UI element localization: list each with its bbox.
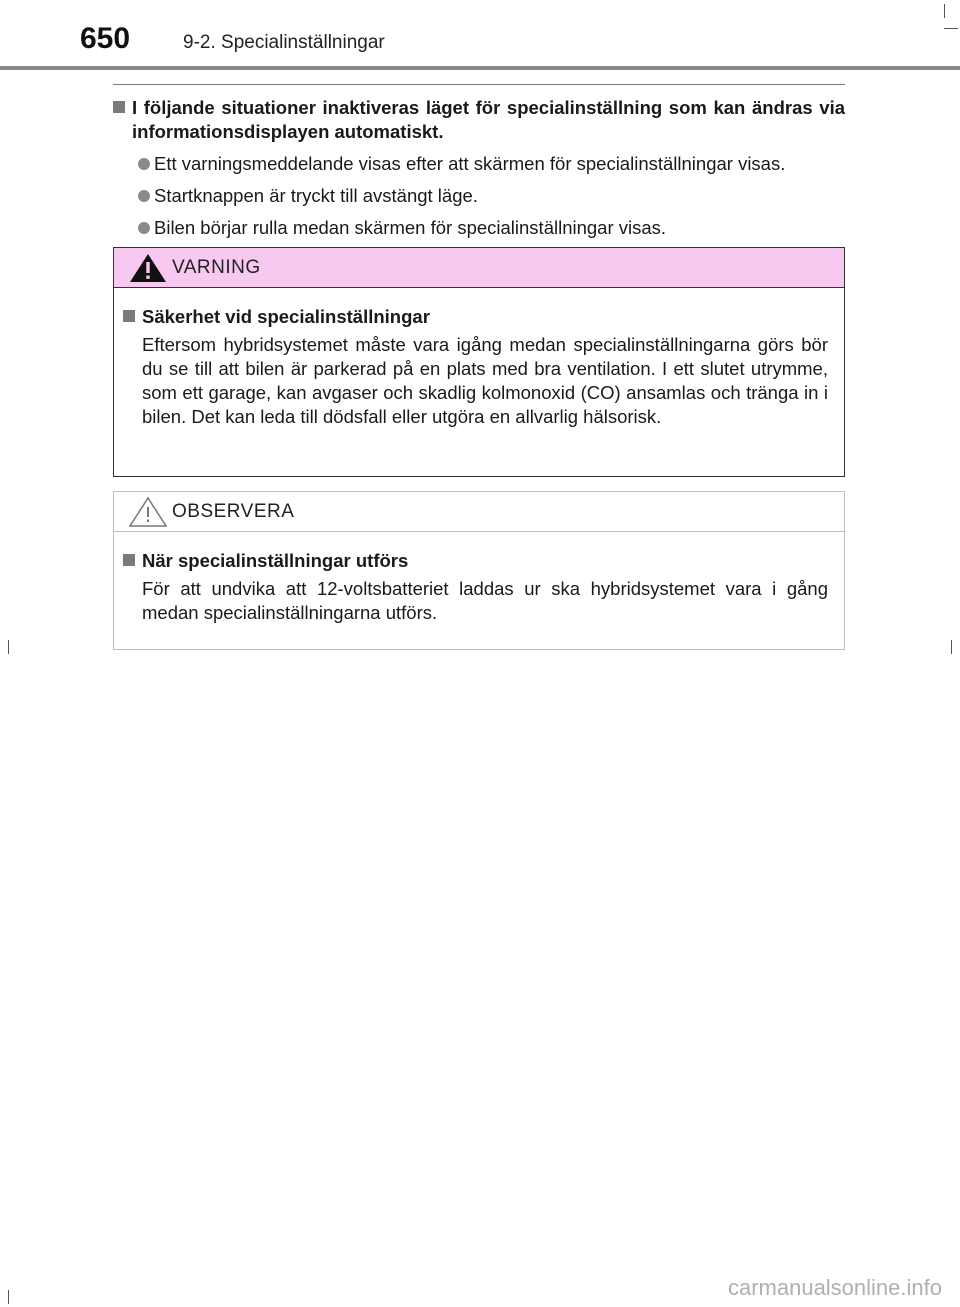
caution-triangle-icon — [128, 496, 168, 528]
warning-box — [113, 247, 845, 477]
crop-mark — [8, 640, 9, 654]
warning-title: VARNING — [172, 257, 261, 278]
section-title: 9-2. Specialinställningar — [183, 32, 385, 53]
header-divider — [0, 66, 960, 70]
warning-triangle-icon — [128, 252, 168, 284]
notice-heading — [123, 549, 828, 573]
notice-text: För att undvika att 12-voltsbatteriet laddas ur ska hybridsystemet vara i gång medan specialinställningarna utförs. — [142, 578, 828, 623]
main-content — [113, 96, 845, 248]
section-heading — [113, 96, 845, 144]
notice-title: OBSERVERA — [172, 501, 295, 522]
page-header — [0, 0, 960, 70]
list-item — [113, 216, 845, 240]
square-bullet-icon — [113, 101, 125, 113]
notice-box — [113, 491, 845, 650]
crop-mark — [951, 640, 952, 654]
notice-header — [114, 492, 844, 532]
notice-body — [114, 532, 844, 625]
round-bullet-icon — [138, 222, 150, 234]
round-bullet-icon — [138, 190, 150, 202]
bullet-list — [113, 152, 845, 240]
section-heading-text: I följande situationer inaktiveras läget för specialinställning som kan ändras via informationsdisplayen automatiskt. — [132, 97, 845, 142]
page-number: 650 — [80, 22, 131, 55]
square-bullet-icon — [123, 554, 135, 566]
round-bullet-icon — [138, 158, 150, 170]
warning-body — [114, 288, 844, 429]
list-item-text: Startknappen är tryckt till avstängt läge. — [154, 185, 478, 206]
warning-header — [114, 248, 844, 288]
crop-mark — [8, 1290, 9, 1304]
warning-heading — [123, 305, 828, 329]
list-item — [113, 184, 845, 208]
watermark-link[interactable]: carmanualsonline.info — [727, 1275, 942, 1300]
list-item-text: Bilen börjar rulla medan skärmen för specialinställningar visas. — [154, 217, 667, 238]
warning-text: Eftersom hybridsystemet måste vara igång medan specialinställningarna görs bör du se till att bilen är parkerad på en plats med bra ventilation. I ett slutet utrymme, som ett garage, kan avgaser och skadlig kolmonoxid (CO) ansamlas och tränga in i bilen. Det kan leda till dödsfall eller utgöra en allvarlig hälsorisk. — [142, 334, 828, 427]
list-item-text: Ett varningsmeddelande visas efter att skärmen för specialinställningar visas. — [154, 153, 786, 174]
notice-heading-text: När specialinställningar utförs — [142, 550, 409, 571]
square-bullet-icon — [123, 310, 135, 322]
list-item — [113, 152, 845, 176]
warning-heading-text: Säkerhet vid specialinställningar — [142, 306, 430, 327]
content-divider — [113, 84, 845, 85]
